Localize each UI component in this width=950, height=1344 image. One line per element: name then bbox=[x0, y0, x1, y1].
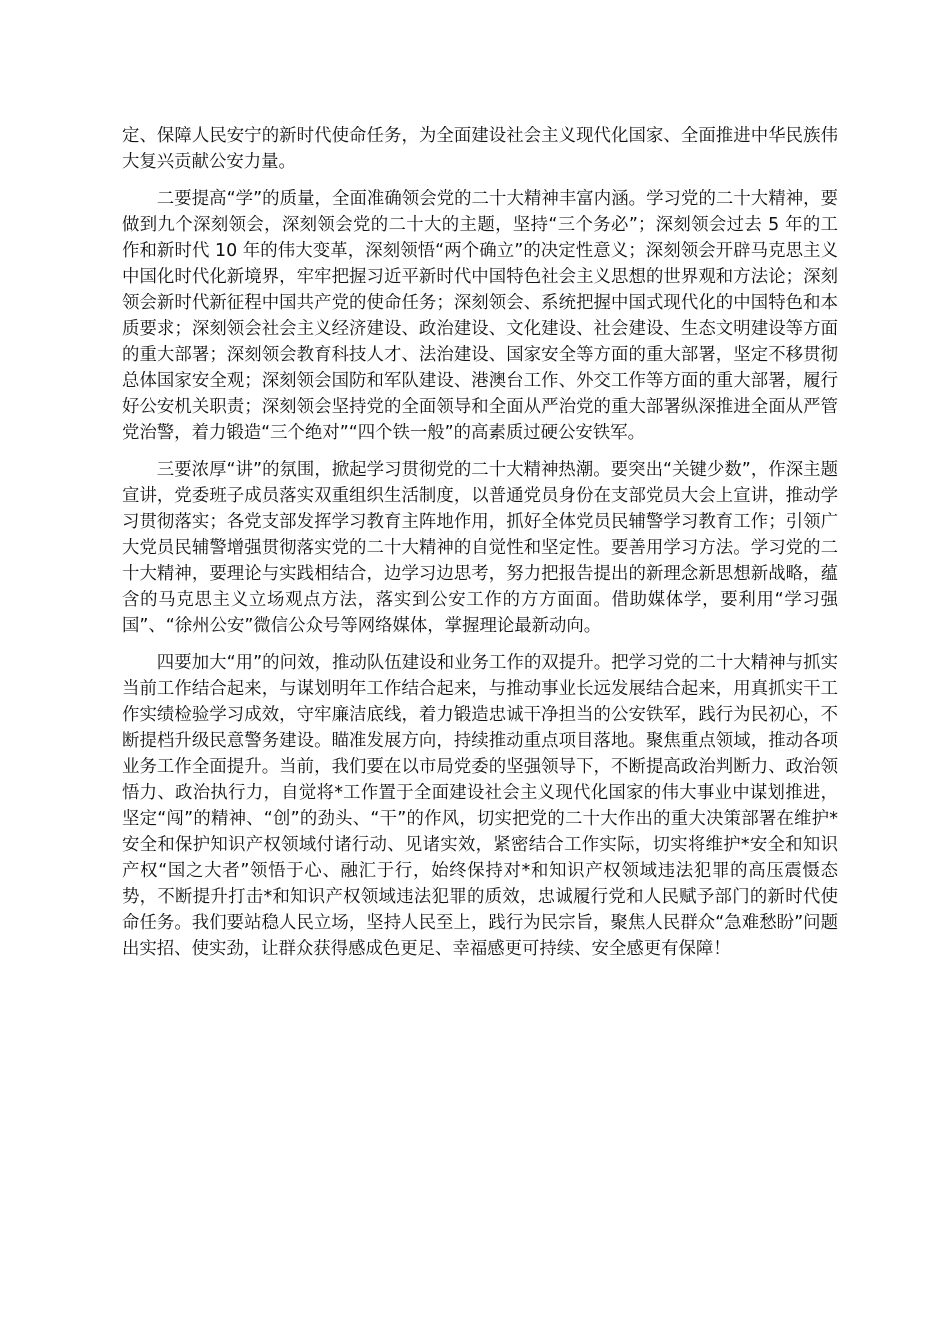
paragraph-gap bbox=[122, 446, 838, 457]
paragraph-continuation bbox=[122, 123, 838, 175]
paragraph-study-quality bbox=[122, 186, 838, 446]
paragraph-gap bbox=[122, 639, 838, 650]
paragraph-text: 推动队伍建设和业务工作的双提升。把学习党的二十大精神与抓实当前工作结合起来，与谋划明年工作结合起来，与推动事业长远发展结合起来，用真抓实干工作实绩检验学习成效，守牢廉洁底线，着力锻造忠诚干净担当的公安铁军，践行为民初心，不断提档升级民意警务建设。瞄准发展方向，持续推动重点项目落地。聚焦重点领域，推动各项业务工作全面提升。当前，我们要在以市局党委的坚强领导下，不断提高政治判断力、政治领悟力、政治执行力，自觉将*工作置于全面建设社会主义现代化国家的伟大事业中谋划推进，坚定“闯”的精神、“创”的劲头、“干”的作风，切实把党的二十大作出的重大决策部署在维护*安全和保护知识产权领域付诸行动、见诸实效，紧密结合工作实际，切实将维护*安全和知识产权“国之大者”领悟于心、融汇于行，始终保持对*和知识产权领域违法犯罪的高压震慑态势，不断提升打击*和知识产权领域违法犯罪的质效，忠诚履行党和人民赋予部门的新时代使命任务。我们要站稳人民立场，坚持人民至上，践行为民宗旨，聚焦人民群众“急难愁盼”问题出实招、使实劲，让群众获得感成色更足、幸福感更可持续、安全感更有保障！ bbox=[122, 653, 838, 959]
paragraph-lead: 四要加大“用”的问效， bbox=[156, 653, 332, 673]
paragraph-gap bbox=[122, 175, 838, 186]
paragraph-text: 掀起学习贯彻党的二十大精神热潮。要突出“关键少数”，作深主题宣讲，党委班子成员落实双重组织生活制度，以普通党员身份在支部党员大会上宣讲，推动学习贯彻落实；各党支部发挥学习教育主阵地作用，抓好全体党员民辅警学习教育工作；引领广大党员民辅警增强贯彻落实党的二十大精神的自觉性和坚定性。要善用学习方法。学习党的二十大精神，要理论与实践相结合，边学习边思考，努力把报告提出的新理念新思想新战略，蕴含的马克思主义立场观点方法，落实到公安工作的方方面面。借助媒体学，要利用“学习强国”、“徐州公安”微信公众号等网络媒体，掌握理论最新动向。 bbox=[122, 460, 838, 636]
paragraph-lecture-atmosphere bbox=[122, 457, 838, 639]
paragraph-lead: 三要浓厚“讲”的氛围， bbox=[156, 460, 332, 480]
paragraph-text: 定、保障人民安宁的新时代使命任务，为全面建设社会主义现代化国家、全面推进中华民族伟大复兴贡献公安力量。 bbox=[122, 126, 838, 172]
paragraph-text: 全面准确领会党的二十大精神丰富内涵。学习党的二十大精神，要做到九个深刻领会，深刻领会党的二十大的主题，坚持“三个务必”；深刻领会过去 5 年的工作和新时代 10 年的伟大变革，深刻领悟“两个确立”的决定性意义；深刻领会开辟马克思主义中国化时代化新境界，牢牢把握习近平新时代中国特色社会主义思想的世界观和方法论；深刻领会新时代新征程中国共产党的使命任务；深刻领会、系统把握中国式现代化的中国特色和本质要求；深刻领会社会主义经济建设、政治建设、文化建设、社会建设、生态文明建设等方面的重大部署；深刻领会教育科技人才、法治建设、国家安全等方面的重大部署，坚定不移贯彻总体国家安全观；深刻领会国防和军队建设、港澳台工作、外交工作等方面的重大部署，履行好公安机关职责；深刻领会坚持党的全面领导和全面从严治党的重大部署纵深推进全面从严管党治警，着力锻造“三个绝对”“四个铁一般”的高素质过硬公安铁军。 bbox=[122, 189, 838, 443]
document-page bbox=[122, 123, 838, 962]
paragraph-application-effect bbox=[122, 650, 838, 962]
paragraph-lead: 二要提高“学”的质量， bbox=[156, 189, 332, 209]
